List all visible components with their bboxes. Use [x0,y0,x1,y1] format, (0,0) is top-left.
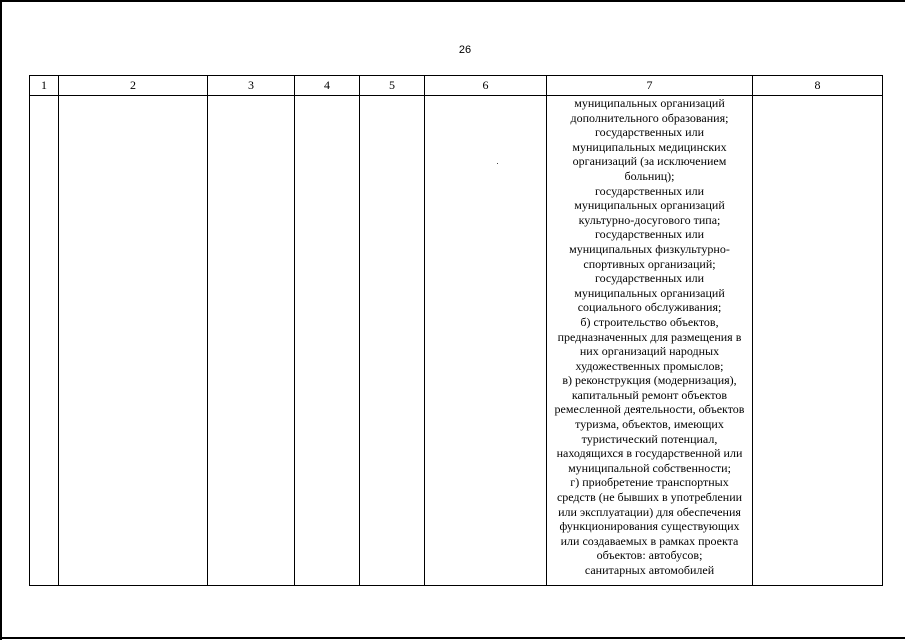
table-row [30,96,883,586]
col7-text-block [547,96,752,578]
table-cell-col1 [30,96,59,586]
col7-text-line: культурно-досугового типа; [578,212,721,227]
col7-text-line: них организаций народных [579,344,720,359]
table-cell-col4 [295,96,360,586]
column-header-5: 5 [360,76,425,96]
table-header-row [30,76,883,96]
scan-border-left [0,0,2,640]
scan-border-bottom [0,637,905,639]
col7-text-line: в) реконструкция (модернизация), [562,373,737,388]
col7-text-line: художественных промыслов; [575,358,724,373]
scan-speck [497,163,498,164]
col7-text-line: дополнительного образования; [570,110,729,125]
col7-text-line: организаций (за исключением [572,154,727,169]
col7-text-line: предназначенных для размещения в [557,329,742,344]
col7-text-line: туризма, объектов, имеющих [575,417,724,432]
col7-text-line: функционирования существующих [559,519,740,534]
col7-text-line: муниципальных физкультурно- [569,241,730,256]
scan-border-top [0,0,905,2]
table-cell-col5 [360,96,425,586]
column-header-6: 6 [425,76,547,96]
col7-text-line: б) строительство объектов, [580,314,719,329]
table-cell-col7 [547,96,753,586]
col7-text-line: муниципальных организаций [574,96,725,110]
col7-text-line: объектов: автобусов; [596,548,703,563]
col7-text-line: государственных или [595,183,704,198]
col7-text-line: спортивных организаций; [583,256,716,271]
col7-text-line: муниципальных организаций [574,198,725,213]
col7-text-line: или эксплуатации) для обеспечения [558,504,741,519]
col7-text-line: средств (не бывших в употреблении [556,490,743,505]
col7-text-line: социального обслуживания; [577,300,722,315]
column-header-7: 7 [547,76,753,96]
col7-text-line: находящихся в государственной или [556,446,743,461]
page-number: 26 [458,44,472,56]
col7-text-line: санитарных автомобилей [584,563,715,577]
col7-text-line: муниципальной собственности; [568,460,731,475]
table-cell-col8 [753,96,883,586]
table-cell-col2 [59,96,208,586]
col7-text-line: или создаваемых в рамках проекта [560,533,739,548]
col7-text-line: г) приобретение транспортных [570,475,729,490]
column-header-4: 4 [295,76,360,96]
table-cell-col3 [208,96,295,586]
table-cell-col6 [425,96,547,586]
col7-text-line: муниципальных организаций [574,285,725,300]
column-header-3: 3 [208,76,295,96]
col7-text-line: муниципальных медицинских [572,139,727,154]
col7-text-line: больниц); [624,168,675,183]
col7-text-line: государственных или [595,125,704,140]
col7-text-line: ремесленной деятельности, объектов [554,402,745,417]
col7-text-line: капитальный ремонт объектов [571,387,728,402]
document-table [29,75,883,586]
col7-text-line: государственных или [595,227,704,242]
column-header-2: 2 [59,76,208,96]
column-header-1: 1 [30,76,59,96]
col7-text-line: туристический потенциал, [581,431,718,446]
column-header-8: 8 [753,76,883,96]
col7-text-line: государственных или [595,271,704,286]
